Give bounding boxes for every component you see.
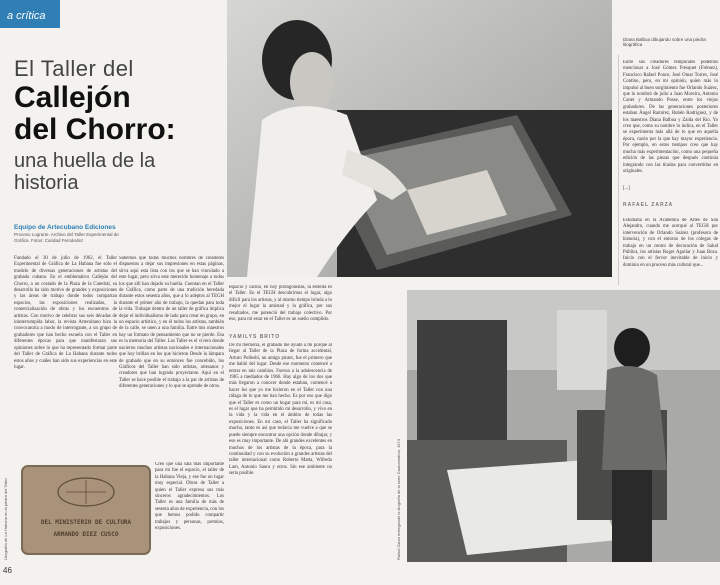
col4b-text: De mi memoria, el grabado me ayudó a mí porque al llegar al Taller de la Plaza de forma accidental, Arturo Pollesbí, un amigo pintor, fue el primero que me habló del lugar. Desde ese momento comencé a entrar en mis cambios. Fueron a la adolescencia de 1965 a mediados de 1966. Hay algo de los dos que más llegaron a conocer donde estaban, comencé a hacer los que yo me hicieron en el Taller con una ráfaga de lo que me han hecho. Es por eso que digo que el Taller es como un hogar para mí, es mi casa, es el lugar que ha permitido mi desarrollo, y vivo en la vida y la vida en el ámbito de todas las exposiciones. En mi caso, el Taller ha significado mucho, tanto es así que todavía me vuelve a que se puede siempre encontrar una opción donde dibujar, y eso es muy importante. De ahí grandes excelentes en muchos de los artistas de la época, para la continuidad y con su evolución a grandes artistas del taller internacional como Roberto Matta, Wifredo Lam, Antonio Saura y otros. Sin ese ambiente no sería posible. — [229, 343, 332, 477]
col4-text: espacio y cariño, en hoy protagonistas, la estrella es el Taller. En el TEGH descubrimos el lugar, algo difícil para los artistas, y al mismo tiempo brinda a lo mejor el lugar la amistad y la gráfica, por sus resultados, me potenció del trabajo colectivo. Por eso, para mí estar en el Taller es un sueño cumplido. — [229, 285, 332, 323]
body-column-3a — [229, 285, 332, 330]
stone-inscription-1: DEL MINISTERIO DE CULTURA — [40, 519, 132, 526]
body-column-3b — [229, 343, 332, 563]
section-tab — [0, 0, 60, 28]
right-para2: Yo creo que, como su nombre lo indica, en el Taller se experimenta más allá de lo que en aquella época, razón por la que hay mayor experiencia. Por ejemplo, en estos tiempos creo que hay mucha más experimentación, como una pequeña edición de las piezas que después continúa integrando con las tiradas para convertirlas en originales. — [623, 117, 718, 174]
title-line1: El Taller del — [14, 56, 134, 81]
credit-subline: Proceso Lograrte. Archivo del Taller Experimental de Gráfica. Fotos: Caridad Fernández — [14, 232, 119, 243]
right-column-bottom — [623, 218, 718, 284]
author-mid: YAMILYS BRITO — [229, 334, 281, 340]
press-photo — [407, 290, 720, 562]
press-photo-caption: Rafael Zarza entregando la litografía de la serie Guanamaboa, 1974 — [396, 439, 401, 560]
article-title — [14, 56, 219, 194]
right-para1: Entre sus creadores temporales podemos mencionar a José Gómez Fresquet (Frémez), Francisco Rafael Ponce, José Omar Torres, José Contino, pero, en mi opinión, quien más lo impulsó al buen surgimiento fue Orlando Suárez, que lo nombró de julio a Juan Moreira, Antonio Canet y Armando Posse, entre los viejos grabadores. De las generaciones posteriores estaban Ángel Ramírez, Rubén Rodríguez, y de los maestros Diana Balboa y Zaida del Río. — [623, 60, 718, 123]
photo-caption-right: Diana Balboa dibujando sobre una piedra litográfica — [623, 37, 706, 47]
body-column-2b — [155, 462, 224, 572]
body-column-1 — [14, 256, 117, 371]
body-column-2 — [119, 256, 224, 461]
author-right: RAFAEL ZARZA — [623, 202, 674, 208]
litho-stone-photo — [18, 462, 154, 558]
stone-inscription-2: ARMANDO DIEZ CUSCO — [53, 531, 119, 538]
title-line3b: historia — [14, 172, 79, 194]
right-para3: Estudiaba en la Academia de Artes de San Alejandro, cuando me acerqué al TEGH por intervención de Orlando Suárez (profesora de historia), y con el entorno de los colegas de trabajo en un centro de decoración de Salud Pública, los artistas Roger Aguilar y Juan Boza. Inicio con el fervor inevitable de inicio y dominio en un proceso más cultural que... — [623, 218, 718, 268]
page-number: 46 — [3, 566, 12, 575]
col1-text: Fundado el 30 de julio de 1962, el Taller Experimental de Gráfica de La Habana fue sólo el modelo de diversas generaciones de artistas del grabado cubano. En el emblemático Callejón del Chorro, a un costado de la Plaza de la Catedral, su desarrollo ha sido motivo de grandes y exposiciones y las áreas de trabajo donde todos compartan espacios, las exposiciones realizadas, la comercialización de obras y los encuentros de artistas. Con motivo de celebrar sus seis décadas de ininterrumpida labor, la revista Artecubano hizo la convocatoria a modo de interrogante, a un grupo de grabadores que han hecho escuela con el Taller en diferentes épocas para que manifestaran sus opiniones sobre lo que ha representado formar parte del Taller de Gráfica de La Habana durante todos estos años y cuáles han sido sus experiencias en este lugar. — [14, 256, 117, 370]
main-photo — [227, 0, 612, 277]
col2-text: Sabemos que todas muchos nombres de creadores dispuestos a dejar sus impresiones en estas páginas, sirva aquí esta lista con los que se han vinculado a este lugar, pero sirva este merecido homenaje a todos los que allí han dejado su huella. Cuentan en el Taller de Gráfica, como parte de una tradición heredada durante estos sesenta años, que a lo adeptos al TEGH durante el primer año de trabajo, la quedan para toda la vida. Trabajar dentro de un taller de gráfica implica dejar el individualismo de lado para crear en grupo, en un espacio artístico, y en él todos los artistas, también de la calle, se unen a una familia. Entre mis maestros hay un formato de pensamiento que no se pierde. Esa es la memoria del Taller. Los Taller es el vivero donde nacieron muchos artistas nacionales e internacionales que hoy brillan en los que hicieron Desde la lámpara de grabado que en su entonces fue concebido, los Gráficos del Taller han sido artistas, artesanos y creadores que han logrado proyectarse. Aquí en el Taller se hace posible el trabajo a la par de artistas de diferentes generaciones y lo que se aprende de otros. — [119, 256, 224, 390]
column-rule — [618, 55, 619, 285]
credit-team: Equipo de Artecubano Ediciones — [14, 224, 116, 231]
stone-caption: Litografía de La Habana en la piedra del Taller — [3, 478, 8, 560]
section-label: a crítica — [7, 10, 46, 22]
title-line2a: Callejón — [14, 81, 131, 114]
title-line3a: una huella de la — [14, 150, 156, 172]
right-column-top — [623, 60, 718, 180]
col3-text: Creo que una sala más importante para mí fue el espacio, el taller de la Habana Vieja, y ese fue un lugar muy especial. Obras de Taller a quien el Taller expresa sus más sinceros agradecimientos. Los Taller es una familia de más de sesenta años de experiencia, con los que hemos podido compartir trabajos y personas, premios, exposiciones. — [155, 462, 224, 532]
title-line2b: del Chorro: — [14, 113, 176, 146]
right-ellipsis-1: [...] — [623, 186, 630, 191]
